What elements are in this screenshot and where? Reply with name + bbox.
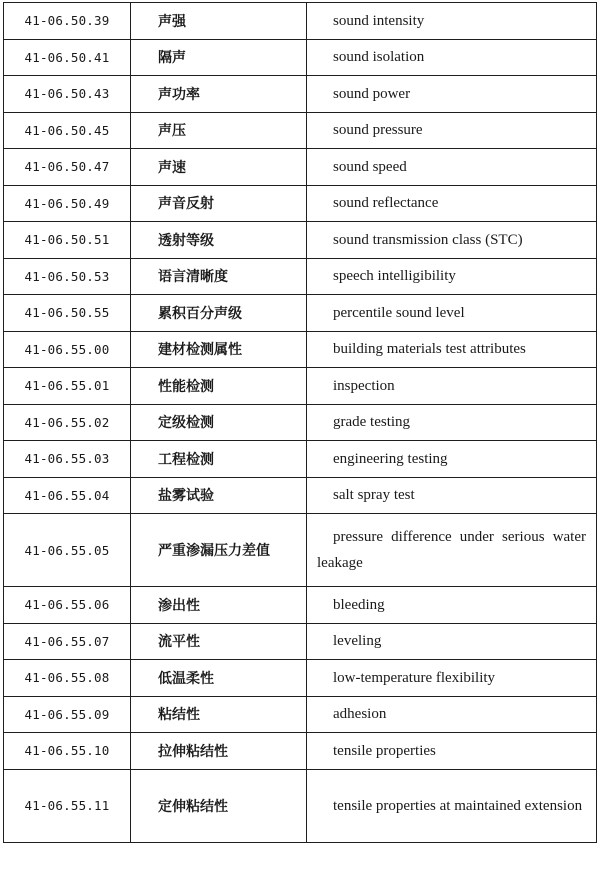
term-english: tensile properties [307, 733, 597, 770]
term-code: 41-06.50.43 [4, 76, 131, 113]
table-row [4, 149, 597, 186]
term-code: 41-06.55.08 [4, 660, 131, 697]
term-english: sound reflectance [307, 185, 597, 222]
term-english: sound speed [307, 149, 597, 186]
term-english-text: pressure difference under serious water leakage [317, 529, 586, 571]
term-code: 41-06.50.51 [4, 222, 131, 259]
term-english: engineering testing [307, 441, 597, 478]
terminology-table [3, 2, 597, 843]
term-chinese: 累积百分声级 [131, 295, 307, 332]
table-row [4, 404, 597, 441]
term-chinese: 定级检测 [131, 404, 307, 441]
term-english: percentile sound level [307, 295, 597, 332]
term-code: 41-06.55.09 [4, 696, 131, 733]
term-chinese: 严重渗漏压力差值 [131, 514, 307, 587]
term-chinese: 声速 [131, 149, 307, 186]
term-code: 41-06.55.07 [4, 623, 131, 660]
term-code: 41-06.55.01 [4, 368, 131, 405]
term-english: leveling [307, 623, 597, 660]
term-code: 41-06.55.06 [4, 587, 131, 624]
term-english: adhesion [307, 696, 597, 733]
term-english: sound power [307, 76, 597, 113]
term-chinese: 隔声 [131, 39, 307, 76]
term-english: inspection [307, 368, 597, 405]
term-english [307, 514, 597, 587]
term-code: 41-06.55.00 [4, 331, 131, 368]
table-row [4, 696, 597, 733]
table-row [4, 769, 597, 842]
table-row [4, 368, 597, 405]
table-row [4, 258, 597, 295]
table-row [4, 185, 597, 222]
term-chinese: 性能检测 [131, 368, 307, 405]
term-english-text: tensile properties at maintained extension [333, 797, 583, 814]
term-code: 41-06.55.10 [4, 733, 131, 770]
term-chinese: 粘结性 [131, 696, 307, 733]
term-chinese: 工程检测 [131, 441, 307, 478]
term-code: 41-06.50.49 [4, 185, 131, 222]
table-row [4, 514, 597, 587]
term-english: salt spray test [307, 477, 597, 514]
term-code: 41-06.55.04 [4, 477, 131, 514]
term-code: 41-06.55.02 [4, 404, 131, 441]
term-chinese: 语言清晰度 [131, 258, 307, 295]
term-chinese: 建材检测属性 [131, 331, 307, 368]
table-row [4, 3, 597, 40]
table-row [4, 295, 597, 332]
term-chinese: 低温柔性 [131, 660, 307, 697]
table-row [4, 331, 597, 368]
table-row [4, 623, 597, 660]
term-english: speech intelligibility [307, 258, 597, 295]
table-row [4, 76, 597, 113]
term-code: 41-06.50.53 [4, 258, 131, 295]
term-chinese: 定伸粘结性 [131, 769, 307, 842]
term-chinese: 盐雾试验 [131, 477, 307, 514]
term-english: bleeding [307, 587, 597, 624]
term-code: 41-06.55.05 [4, 514, 131, 587]
table-row [4, 441, 597, 478]
term-english [307, 769, 597, 842]
term-english: sound isolation [307, 39, 597, 76]
term-chinese: 声功率 [131, 76, 307, 113]
table-row [4, 733, 597, 770]
term-english: grade testing [307, 404, 597, 441]
term-code: 41-06.50.45 [4, 112, 131, 149]
term-english: low-temperature flexibility [307, 660, 597, 697]
term-chinese: 拉伸粘结性 [131, 733, 307, 770]
term-chinese: 声压 [131, 112, 307, 149]
table-row [4, 587, 597, 624]
term-code: 41-06.50.47 [4, 149, 131, 186]
table-row [4, 477, 597, 514]
term-chinese: 流平性 [131, 623, 307, 660]
term-chinese: 渗出性 [131, 587, 307, 624]
term-code: 41-06.55.11 [4, 769, 131, 842]
term-english: sound pressure [307, 112, 597, 149]
term-chinese: 声音反射 [131, 185, 307, 222]
term-english: building materials test attributes [307, 331, 597, 368]
term-chinese: 声强 [131, 3, 307, 40]
table-row [4, 660, 597, 697]
term-code: 41-06.50.55 [4, 295, 131, 332]
term-code: 41-06.50.39 [4, 3, 131, 40]
term-code: 41-06.55.03 [4, 441, 131, 478]
term-chinese: 透射等级 [131, 222, 307, 259]
term-code: 41-06.50.41 [4, 39, 131, 76]
term-english: sound intensity [307, 3, 597, 40]
table-row [4, 222, 597, 259]
table-row [4, 112, 597, 149]
term-english: sound transmission class (STC) [307, 222, 597, 259]
table-row [4, 39, 597, 76]
